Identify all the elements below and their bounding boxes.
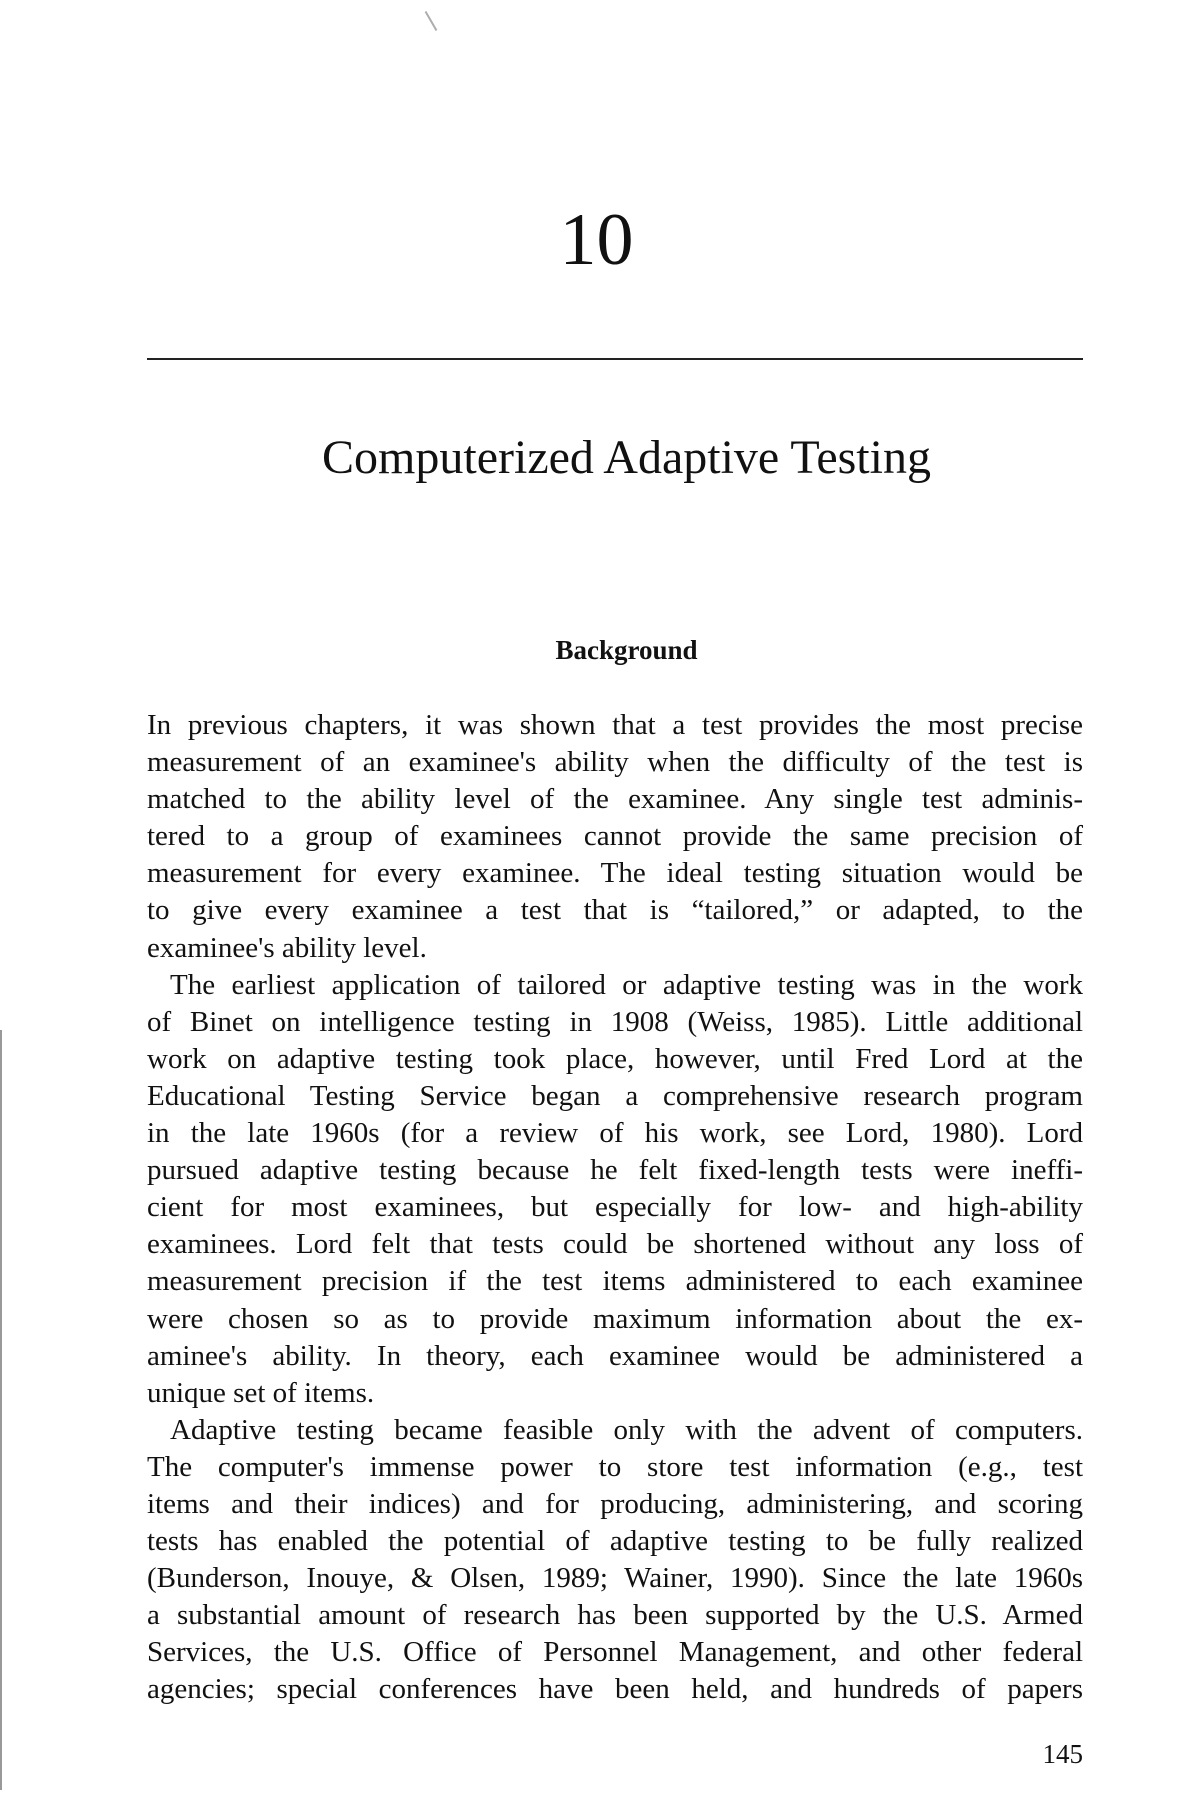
chapter-title: Computerized Adaptive Testing — [322, 431, 931, 484]
chapter-number: 10 — [559, 199, 634, 281]
body-text — [147, 707, 1083, 1709]
text-line: matched to the ability level of the examinee. Any single test adminis- — [147, 783, 1083, 816]
text-line: The computer's immense power to store test information (e.g., test — [147, 1450, 1083, 1483]
section-heading: Background — [555, 635, 698, 665]
text-line: a substantial amount of research has been supported by the U.S. Armed — [147, 1599, 1083, 1632]
text-line: In previous chapters, it was shown that a test provides the most precise — [147, 709, 1083, 741]
text-line: (Bunderson, Inouye, & Olsen, 1989; Wainer, 1990). Since the late 1960s — [147, 1562, 1083, 1595]
text-line: cient for most examinees, but especially for low- and high-ability — [147, 1191, 1083, 1224]
text-line: Adaptive testing became feasible only with the advent of computers. — [170, 1413, 1083, 1446]
text-line: work on adaptive testing took place, however, until Fred Lord at the — [147, 1042, 1083, 1075]
page-number: 145 — [1042, 1739, 1083, 1769]
text-line: agencies; special conferences have been held, and hundreds of papers — [147, 1673, 1083, 1706]
text-line: were chosen so as to provide maximum information about the ex- — [147, 1302, 1083, 1335]
text-line: items and their indices) and for producing, administering, and scoring — [147, 1487, 1083, 1520]
text-line: in the late 1960s (for a review of his work, see Lord, 1980). Lord — [147, 1117, 1083, 1150]
text-line: Services, the U.S. Office of Personnel Management, and other federal — [147, 1636, 1083, 1669]
text-line: Educational Testing Service began a comprehensive research program — [147, 1079, 1083, 1112]
scan-mark — [425, 11, 438, 31]
text-line: unique set of items. — [147, 1376, 375, 1409]
text-line: measurement of an examinee's ability when the difficulty of the test is — [147, 746, 1083, 779]
text-line: measurement precision if the test items administered to each examinee — [147, 1265, 1083, 1298]
text-line: examinee's ability level. — [147, 931, 427, 964]
scan-mark — [0, 1030, 2, 1790]
text-line: to give every examinee a test that is “tailored,” or adapted, to the — [147, 894, 1083, 927]
text-line: pursued adaptive testing because he felt fixed-length tests were ineffi- — [147, 1154, 1083, 1187]
text-line: tered to a group of examinees cannot provide the same precision of — [147, 820, 1083, 853]
text-line: tests has enabled the potential of adaptive testing to be fully realized — [147, 1525, 1083, 1558]
text-line: examinees. Lord felt that tests could be shortened without any loss of — [147, 1228, 1083, 1261]
text-line: The earliest application of tailored or adaptive testing was in the work — [170, 968, 1083, 1001]
text-line: of Binet on intelligence testing in 1908 (Weiss, 1985). Little additional — [147, 1005, 1083, 1038]
text-line: measurement for every examinee. The ideal testing situation would be — [147, 857, 1083, 890]
text-line: aminee's ability. In theory, each examinee would be administered a — [147, 1339, 1083, 1372]
divider-rule — [147, 358, 1083, 360]
